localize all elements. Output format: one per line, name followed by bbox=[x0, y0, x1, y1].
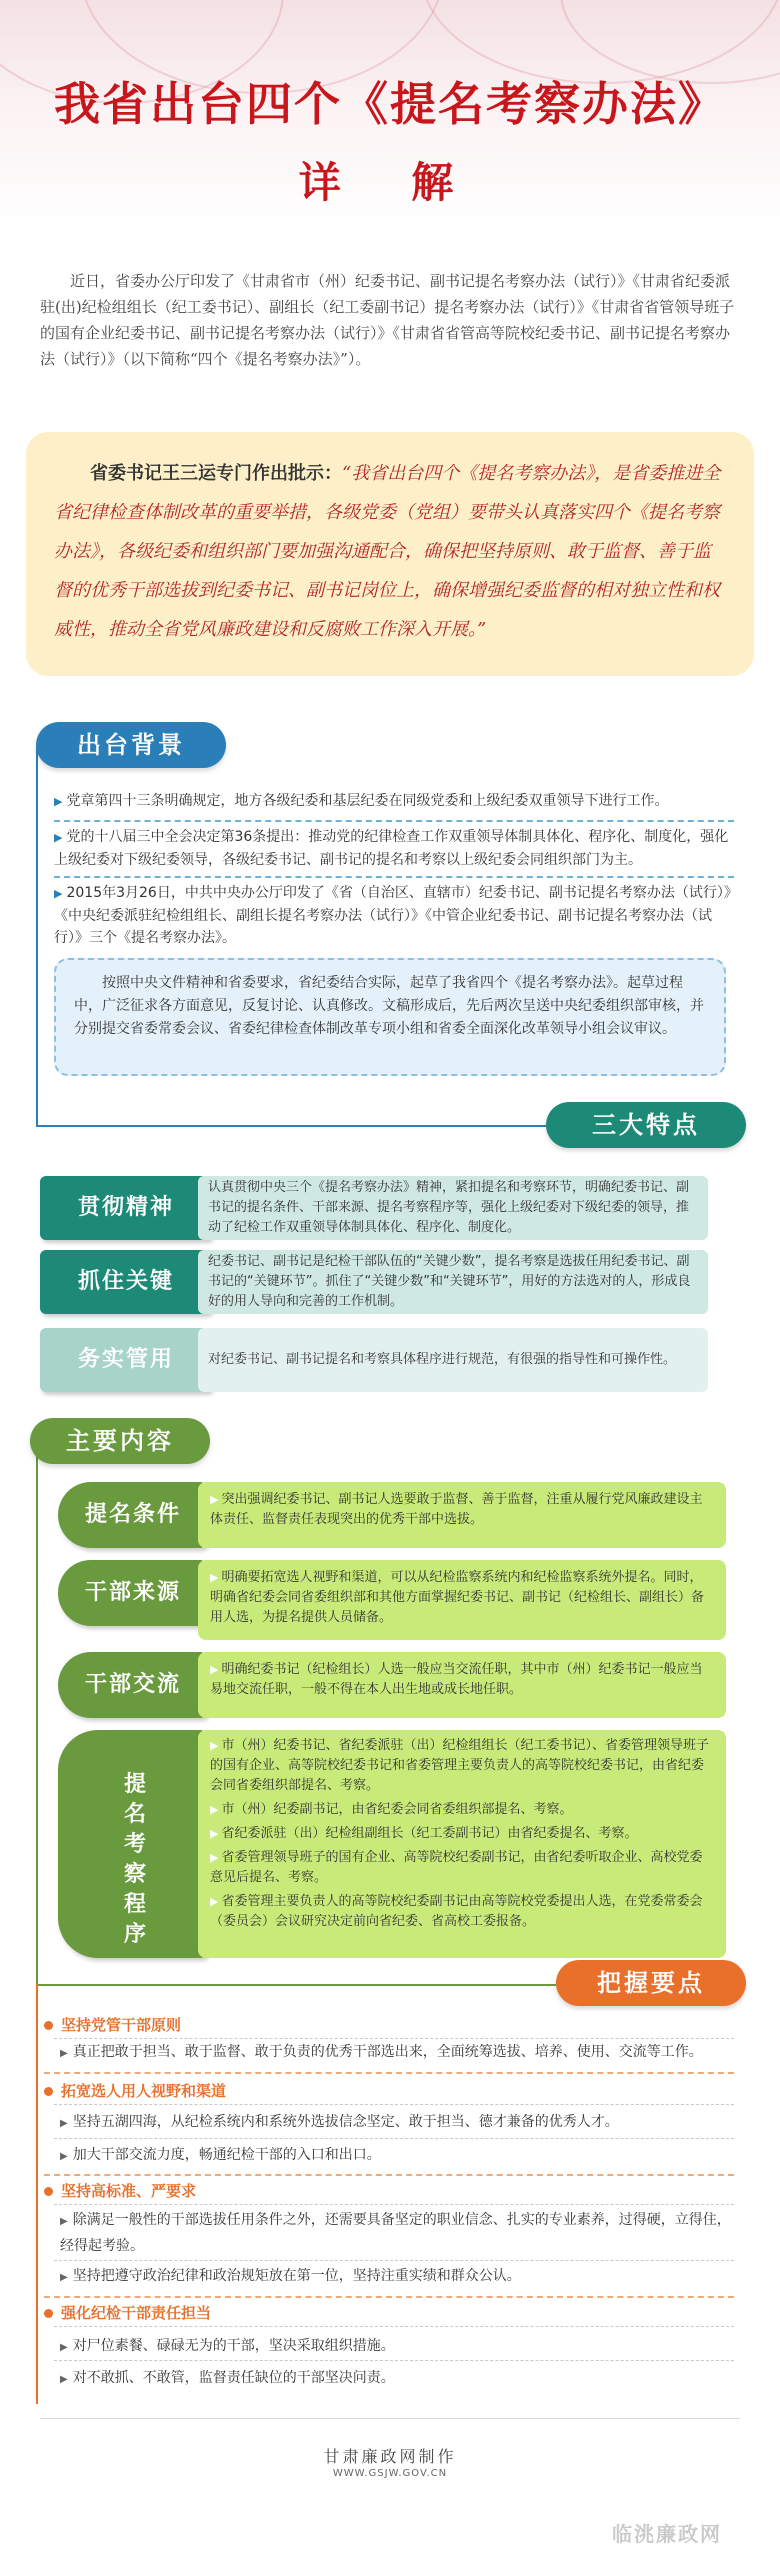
content-line: 省委管理主要负责人的高等院校纪委副书记由高等院校党委提出人选，在党委常委会（委员会）会议研究决定前向省纪委、省高校工委报备。 bbox=[210, 1894, 703, 1929]
timeline-line bbox=[36, 748, 38, 1126]
content-label-1: 提名条件 bbox=[58, 1482, 208, 1548]
content-line: 明确要拓宽选人视野和渠道，可以从纪检监察系统内和纪检监察系统外提名。同时，明确省纪委会同省委组织部和其他方面掌握纪委书记、副书记（纪检组长、副组长）备用人选，为提名提供人员储备。 bbox=[210, 1570, 705, 1625]
content-line: 省委管理领导班子的国有企业、高等院校纪委副书记，由省纪委听取企业、高校党委意见后提名、考察。 bbox=[210, 1850, 703, 1885]
keypoint-head-2 bbox=[44, 2080, 226, 2101]
content-line-2 bbox=[210, 1800, 714, 1820]
dot-bullet-icon bbox=[44, 2187, 53, 2196]
triangle-bullet-icon: ▶ bbox=[54, 795, 63, 808]
content-line-5 bbox=[210, 1892, 714, 1932]
quote-text: “我省出台四个《提名考察办法》，是省委推进全省纪律检查体制改革的重要举措，各级党委（党组）要带头认真落实四个《提名考察办法》，各级纪委和组织部门要加强沟通配合，确保把坚持原则、敢于监督、善于监督的优秀干部选拔到纪委书记、副书记岗位上，确保增强纪委监督的相对独立性和权威性，推动全省党风廉政建设和反腐败工作深入开展。” bbox=[54, 463, 721, 640]
triangle-bullet-icon: ▶ bbox=[210, 1895, 219, 1908]
content-text-3 bbox=[198, 1652, 726, 1718]
background-item-3 bbox=[54, 882, 734, 949]
footer-divider bbox=[40, 2418, 740, 2419]
triangle-bullet-icon: ▶ bbox=[60, 2151, 68, 2162]
triangle-bullet-icon: ▶ bbox=[210, 1851, 219, 1864]
background-item-text: 党章第四十三条明确规定，地方各级纪委和基层纪委在同级党委和上级纪委双重领导下进行工作。 bbox=[66, 793, 669, 809]
keypoint-head-4 bbox=[44, 2302, 211, 2323]
section-title-keypoints: 把握要点 bbox=[556, 1960, 746, 2006]
feature-label-3: 务实管用 bbox=[40, 1328, 212, 1392]
keypoint-head-text: 拓宽选人用人视野和渠道 bbox=[61, 2082, 227, 2100]
background-summary-box: 按照中央文件精神和省委要求，省纪委结合实际，起草了我省四个《提名考察办法》。起草过程中，广泛征求各方面意见，反复讨论、认真修改。文稿形成后，先后两次呈送中央纪委组织部审核，并分别提交省委常委会议、省委纪律检查体制改革专项小组和省委全面深化改革领导小组会议审议。 bbox=[54, 958, 726, 1076]
content-text-1 bbox=[198, 1482, 726, 1548]
triangle-bullet-icon: ▶ bbox=[210, 1493, 219, 1506]
dot-bullet-icon bbox=[44, 2309, 53, 2318]
keypoint-item bbox=[60, 2334, 740, 2360]
content-line: 明确纪委书记（纪检组长）人选一般应当交流任职，其中市（州）纪委书记一般应当易地交流任职，一般不得在本人出生地或成长地任职。 bbox=[210, 1662, 703, 1697]
divider bbox=[44, 2296, 734, 2298]
triangle-bullet-icon: ▶ bbox=[210, 1803, 219, 1816]
triangle-bullet-icon: ▶ bbox=[60, 2272, 68, 2283]
keypoint-text: 坚持把遵守政治纪律和政治规矩放在第一位，坚持注重实绩和群众公认。 bbox=[72, 2268, 521, 2284]
keypoint-item bbox=[60, 2143, 740, 2169]
feature-text-2 bbox=[198, 1250, 708, 1314]
feature-text: 纪委书记、副书记是纪检干部队伍的“关键少数”，提名考察是选拔任用纪委书记、副书记的“关键环节”。抓住了“关键少数”和“关键环节”，用好的方法选对的人，形成良好的用人导向和完善的工作机制。 bbox=[208, 1254, 691, 1309]
intro-paragraph: 近日，省委办公厅印发了《甘肃省市（州）纪委书记、副书记提名考察办法（试行）》《甘肃省纪委派驻(出)纪检组组长（纪工委书记）、副组长（纪工委副书记）提名考察办法（试行）》《甘肃省省管领导班子的国有企业纪委书记、副书记提名考察办法（试行）》《甘肃省省管高等院校纪委书记、副书记提名考察办法（试行）》（以下简称“四个《提名考察办法》”）。 bbox=[40, 272, 735, 368]
background-item-1 bbox=[54, 790, 734, 813]
feature-label-1: 贯彻精神 bbox=[40, 1176, 212, 1240]
divider bbox=[54, 2038, 734, 2039]
watermark: 临洮廉政网 bbox=[612, 2522, 722, 2546]
section-title-contents: 主要内容 bbox=[30, 1418, 210, 1464]
content-label-3: 干部交流 bbox=[58, 1652, 208, 1718]
section-title-background: 出台背景 bbox=[36, 722, 226, 768]
keypoint-head-text: 强化纪检干部责任担当 bbox=[61, 2304, 212, 2322]
content-label-2: 干部来源 bbox=[58, 1560, 208, 1626]
keypoint-item bbox=[60, 2110, 740, 2136]
triangle-bullet-icon: ▶ bbox=[210, 1739, 219, 1752]
divider bbox=[54, 2260, 734, 2261]
dot-bullet-icon bbox=[44, 2087, 53, 2096]
page-title: 我省出台四个《提名考察办法》 bbox=[54, 77, 726, 131]
content-line: 突出强调纪委书记、副书记人选要敢于监督、善于监督，注重从履行党风廉政建设主体责任、监督责任表现突出的优秀干部中选拔。 bbox=[210, 1492, 703, 1527]
keypoint-item bbox=[60, 2264, 740, 2290]
background-item-2 bbox=[54, 826, 734, 871]
timeline-line bbox=[36, 1984, 556, 1986]
content-line-3 bbox=[210, 1824, 714, 1844]
keypoint-text: 对尸位素餐、碌碌无为的干部，坚决采取组织措施。 bbox=[72, 2338, 395, 2354]
timeline-line bbox=[36, 1125, 546, 1127]
content-text-4 bbox=[198, 1730, 726, 1958]
triangle-bullet-icon: ▶ bbox=[60, 2374, 68, 2385]
background-item-text: 党的十八届三中全会决定第36条提出：推动党的纪律检查工作双重领导体制具体化、程序化、制度化，强化上级纪委对下级纪委领导，各级纪委书记、副书记的提名和考察以上级纪委会同组织部门为主。 bbox=[54, 829, 729, 868]
timeline-line bbox=[36, 1984, 38, 2404]
background-item-text: 2015年3月26日，中共中央办公厅印发了《省（自治区、直辖市）纪委书记、副书记提名考察办法（试行）》《中央纪委派驻纪检组组长、副组长提名考察办法（试行）》《中管企业纪委书记、副书记提名考察办法（试行）》三个《提名考察办法》。 bbox=[54, 885, 731, 946]
divider bbox=[54, 2138, 734, 2139]
feature-label-2: 抓住关键 bbox=[40, 1250, 212, 1314]
triangle-bullet-icon: ▶ bbox=[60, 2342, 68, 2353]
keypoint-item bbox=[60, 2366, 740, 2392]
divider bbox=[54, 2104, 734, 2105]
triangle-bullet-icon: ▶ bbox=[210, 1827, 219, 1840]
divider bbox=[44, 2072, 734, 2074]
content-text-2 bbox=[198, 1560, 726, 1640]
triangle-bullet-icon: ▶ bbox=[54, 831, 63, 844]
triangle-bullet-icon: ▶ bbox=[60, 2118, 68, 2129]
keypoint-head-1 bbox=[44, 2014, 181, 2035]
keypoint-item bbox=[60, 2208, 740, 2258]
triangle-bullet-icon: ▶ bbox=[60, 2216, 68, 2227]
content-line-4 bbox=[210, 1848, 714, 1888]
feature-text-1 bbox=[198, 1176, 708, 1240]
quote-lead: 省委书记王三运专门作出批示： bbox=[90, 463, 342, 484]
keypoint-text: 坚持五湖四海，从纪检系统内和系统外选拔信念坚定、敢于担当、德才兼备的优秀人才。 bbox=[72, 2114, 619, 2130]
content-line: 省纪委派驻（出）纪检组副组长（纪工委副书记）由省纪委提名、考察。 bbox=[221, 1826, 638, 1841]
divider bbox=[54, 820, 734, 822]
content-line: 市（州）纪委副书记，由省纪委会同省委组织部提名、考察。 bbox=[221, 1802, 573, 1817]
dot-bullet-icon bbox=[44, 2021, 53, 2030]
feature-text: 认真贯彻中央三个《提名考察办法》精神，紧扣提名和考察环节，明确纪委书记、副书记的提名条件、干部来源、提名考察程序等，强化上级纪委对下级纪委的领导，推动了纪检工作双重领导体制具体化、程序化、制度化。 bbox=[208, 1180, 690, 1235]
page-subtitle: 详 解 bbox=[298, 158, 482, 207]
keypoint-text: 真正把敢于担当、敢于监督、敢于负责的优秀干部选出来，全面统筹选拔、培养、使用、交流等工作。 bbox=[72, 2044, 703, 2060]
divider bbox=[54, 2204, 734, 2205]
feature-text: 对纪委书记、副书记提名和考察具体程序进行规范，有很强的指导性和可操作性。 bbox=[208, 1352, 677, 1367]
divider bbox=[54, 2360, 734, 2361]
keypoint-text: 加大干部交流力度，畅通纪检干部的入口和出口。 bbox=[72, 2147, 381, 2163]
keypoint-head-text: 坚持高标准、严要求 bbox=[61, 2182, 197, 2200]
section-title-features: 三大特点 bbox=[546, 1102, 746, 1148]
content-label-4: 提名考察程序 bbox=[123, 1772, 146, 1947]
triangle-bullet-icon: ▶ bbox=[210, 1571, 219, 1584]
keypoint-text: 除满足一般性的干部选拔任用条件之外，还需要具备坚定的职业信念、扎实的专业素养，过得硬，立得住，经得起考验。 bbox=[60, 2212, 731, 2254]
keypoint-head-3 bbox=[44, 2180, 196, 2201]
content-line-1 bbox=[210, 1736, 714, 1796]
timeline-line bbox=[36, 1455, 38, 1985]
divider bbox=[54, 876, 734, 878]
divider bbox=[44, 2174, 734, 2176]
triangle-bullet-icon: ▶ bbox=[60, 2048, 68, 2059]
footer-url: WWW.GSJW.GOV.CN bbox=[332, 2468, 448, 2479]
feature-text-3 bbox=[198, 1328, 708, 1392]
keypoint-item bbox=[60, 2040, 740, 2066]
divider bbox=[54, 2326, 734, 2327]
triangle-bullet-icon: ▶ bbox=[210, 1663, 219, 1676]
keypoint-head-text: 坚持党管干部原则 bbox=[61, 2016, 182, 2034]
content-line: 市（州）纪委书记、省纪委派驻（出）纪检组组长（纪工委书记）、省委管理领导班子的国有企业、高等院校纪委书记和省委管理主要负责人的高等院校纪委书记，由省纪委会同省委组织部提名、考察。 bbox=[210, 1738, 709, 1793]
quote-box bbox=[26, 432, 754, 676]
keypoint-text: 对不敢抓、不敢管，监督责任缺位的干部坚决问责。 bbox=[72, 2370, 395, 2386]
footer-org: 甘肃廉政网制作 bbox=[323, 2447, 457, 2466]
triangle-bullet-icon: ▶ bbox=[54, 887, 63, 900]
